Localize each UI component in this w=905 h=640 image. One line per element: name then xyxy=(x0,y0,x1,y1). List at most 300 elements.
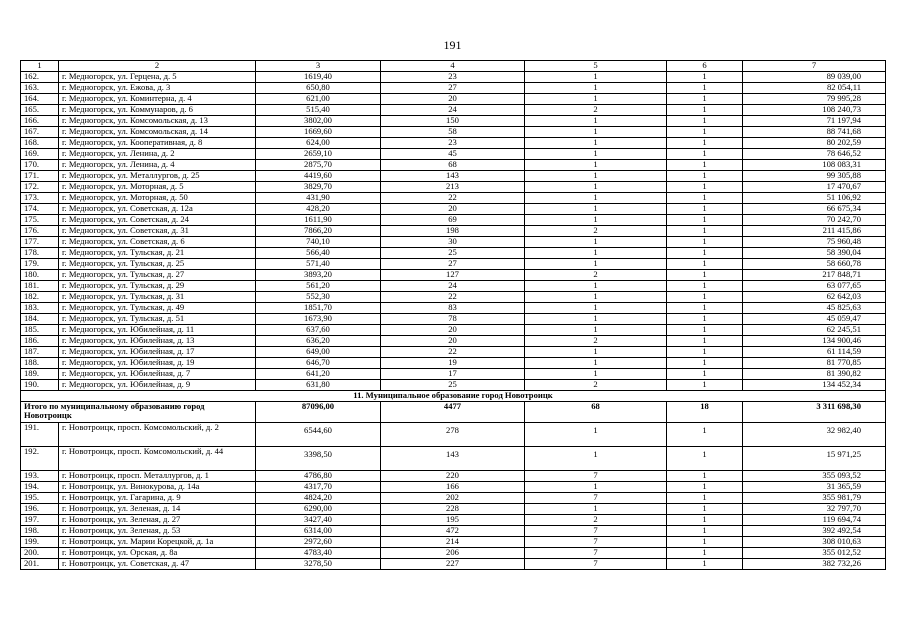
count-5-cell: 1 xyxy=(525,204,667,215)
count-6-cell: 1 xyxy=(667,160,743,171)
residents-cell: 195 xyxy=(381,515,525,526)
count-5-cell: 2 xyxy=(525,336,667,347)
area-cell: 2875,70 xyxy=(256,160,381,171)
address-cell: г. Медногорск, ул. Тульская, д. 21 xyxy=(59,248,256,259)
amount-cell: 62 642,03 xyxy=(743,292,886,303)
count-5-cell: 1 xyxy=(525,160,667,171)
amount-cell: 79 995,28 xyxy=(743,94,886,105)
count-6-cell: 1 xyxy=(667,193,743,204)
row-number-cell: 166. xyxy=(21,116,59,127)
count-5-cell: 1 xyxy=(525,171,667,182)
count-5-cell: 1 xyxy=(525,447,667,471)
count-5-cell: 2 xyxy=(525,105,667,116)
residents-cell: 166 xyxy=(381,482,525,493)
address-cell: г. Медногорск, ул. Советская, д. 31 xyxy=(59,226,256,237)
count-6-cell: 1 xyxy=(667,149,743,160)
count-5-cell: 1 xyxy=(525,358,667,369)
total-count-5: 68 xyxy=(525,402,667,423)
count-5-cell: 2 xyxy=(525,226,667,237)
table-row xyxy=(21,292,886,303)
table-row xyxy=(21,380,886,391)
residents-cell: 30 xyxy=(381,237,525,248)
count-5-cell: 7 xyxy=(525,559,667,570)
count-6-cell: 1 xyxy=(667,314,743,325)
residents-cell: 150 xyxy=(381,116,525,127)
table-row xyxy=(21,526,886,537)
residents-cell: 58 xyxy=(381,127,525,138)
table-row xyxy=(21,515,886,526)
count-6-cell: 1 xyxy=(667,171,743,182)
row-number-cell: 181. xyxy=(21,281,59,292)
count-6-cell: 1 xyxy=(667,380,743,391)
section-row xyxy=(21,391,886,402)
address-cell: г. Медногорск, ул. Ленина, д. 4 xyxy=(59,160,256,171)
row-number-cell: 173. xyxy=(21,193,59,204)
count-6-cell: 1 xyxy=(667,83,743,94)
amount-cell: 17 470,67 xyxy=(743,182,886,193)
area-cell: 2659,10 xyxy=(256,149,381,160)
address-cell: г. Медногорск, ул. Юбилейная, д. 9 xyxy=(59,380,256,391)
table-row xyxy=(21,336,886,347)
count-6-cell: 1 xyxy=(667,504,743,515)
count-6-cell: 1 xyxy=(667,182,743,193)
table-row xyxy=(21,215,886,226)
residents-cell: 198 xyxy=(381,226,525,237)
area-cell: 650,80 xyxy=(256,83,381,94)
row-number-cell: 192. xyxy=(21,447,59,471)
address-cell: г. Медногорск, ул. Моторная, д. 5 xyxy=(59,182,256,193)
row-number-cell: 164. xyxy=(21,94,59,105)
count-5-cell: 1 xyxy=(525,149,667,160)
address-cell: г. Медногорск, ул. Коммунаров, д. 6 xyxy=(59,105,256,116)
count-5-cell: 1 xyxy=(525,83,667,94)
residents-cell: 24 xyxy=(381,105,525,116)
total-count-6: 18 xyxy=(667,402,743,423)
area-cell: 3829,70 xyxy=(256,182,381,193)
row-number-cell: 165. xyxy=(21,105,59,116)
amount-cell: 32 797,70 xyxy=(743,504,886,515)
address-cell: г. Медногорск, ул. Юбилейная, д. 17 xyxy=(59,347,256,358)
table-row xyxy=(21,116,886,127)
count-5-cell: 1 xyxy=(525,504,667,515)
row-number-cell: 194. xyxy=(21,482,59,493)
row-number-cell: 172. xyxy=(21,182,59,193)
residents-cell: 83 xyxy=(381,303,525,314)
residents-cell: 17 xyxy=(381,369,525,380)
column-header: 7 xyxy=(743,61,886,72)
table-row xyxy=(21,149,886,160)
residents-cell: 22 xyxy=(381,347,525,358)
count-6-cell: 1 xyxy=(667,559,743,570)
address-cell: г. Медногорск, ул. Советская, д. 24 xyxy=(59,215,256,226)
row-number-cell: 171. xyxy=(21,171,59,182)
address-cell: г. Медногорск, ул. Кооперативная, д. 8 xyxy=(59,138,256,149)
row-number-cell: 167. xyxy=(21,127,59,138)
column-header: 2 xyxy=(59,61,256,72)
residents-cell: 143 xyxy=(381,447,525,471)
row-number-cell: 163. xyxy=(21,83,59,94)
residents-cell: 19 xyxy=(381,358,525,369)
row-number-cell: 179. xyxy=(21,259,59,270)
address-cell: г. Медногорск, ул. Юбилейная, д. 11 xyxy=(59,325,256,336)
area-cell: 571,40 xyxy=(256,259,381,270)
address-cell: г. Медногорск, ул. Тульская, д. 27 xyxy=(59,270,256,281)
count-5-cell: 1 xyxy=(525,193,667,204)
amount-cell: 355 012,52 xyxy=(743,548,886,559)
count-6-cell: 1 xyxy=(667,94,743,105)
area-cell: 636,20 xyxy=(256,336,381,347)
count-5-cell: 1 xyxy=(525,281,667,292)
count-6-cell: 1 xyxy=(667,292,743,303)
address-cell: г. Новотроицк, ул. Гагарина, д. 9 xyxy=(59,493,256,504)
table-row xyxy=(21,237,886,248)
area-cell: 4783,40 xyxy=(256,548,381,559)
row-number-cell: 198. xyxy=(21,526,59,537)
amount-cell: 308 010,63 xyxy=(743,537,886,548)
amount-cell: 134 452,34 xyxy=(743,380,886,391)
count-5-cell: 7 xyxy=(525,537,667,548)
area-cell: 428,20 xyxy=(256,204,381,215)
area-cell: 6290,00 xyxy=(256,504,381,515)
amount-cell: 382 732,26 xyxy=(743,559,886,570)
header-row xyxy=(21,61,886,72)
count-6-cell: 1 xyxy=(667,336,743,347)
area-cell: 7866,20 xyxy=(256,226,381,237)
address-cell: г. Медногорск, ул. Комсомольская, д. 13 xyxy=(59,116,256,127)
amount-cell: 61 114,59 xyxy=(743,347,886,358)
table-row xyxy=(21,182,886,193)
count-5-cell: 1 xyxy=(525,215,667,226)
table-row xyxy=(21,94,886,105)
count-6-cell: 1 xyxy=(667,204,743,215)
area-cell: 641,20 xyxy=(256,369,381,380)
amount-cell: 70 242,70 xyxy=(743,215,886,226)
count-5-cell: 7 xyxy=(525,526,667,537)
amount-cell: 58 390,04 xyxy=(743,248,886,259)
count-5-cell: 1 xyxy=(525,482,667,493)
amount-cell: 211 415,86 xyxy=(743,226,886,237)
table-row xyxy=(21,314,886,325)
residents-cell: 220 xyxy=(381,471,525,482)
table-row xyxy=(21,281,886,292)
area-cell: 431,90 xyxy=(256,193,381,204)
address-cell: г. Медногорск, ул. Коминтерна, д. 4 xyxy=(59,94,256,105)
address-cell: г. Новотроицк, ул. Советская, д. 47 xyxy=(59,559,256,570)
area-cell: 4317,70 xyxy=(256,482,381,493)
count-5-cell: 1 xyxy=(525,325,667,336)
area-cell: 566,40 xyxy=(256,248,381,259)
address-cell: г. Медногорск, ул. Тульская, д. 29 xyxy=(59,281,256,292)
address-cell: г. Новотроицк, ул. Винокурова, д. 14а xyxy=(59,482,256,493)
residents-cell: 20 xyxy=(381,204,525,215)
table-row xyxy=(21,72,886,83)
area-cell: 1673,90 xyxy=(256,314,381,325)
table-row xyxy=(21,138,886,149)
amount-cell: 355 093,52 xyxy=(743,471,886,482)
residents-cell: 227 xyxy=(381,559,525,570)
address-cell: г. Новотроицк, ул. Орская, д. 8а xyxy=(59,548,256,559)
row-number-cell: 185. xyxy=(21,325,59,336)
address-cell: г. Медногорск, ул. Юбилейная, д. 7 xyxy=(59,369,256,380)
table-row xyxy=(21,325,886,336)
column-header: 3 xyxy=(256,61,381,72)
total-amount: 3 311 698,30 xyxy=(743,402,886,423)
count-5-cell: 1 xyxy=(525,94,667,105)
residents-cell: 214 xyxy=(381,537,525,548)
address-cell: г. Новотроицк, ул. Марии Корецкой, д. 1а xyxy=(59,537,256,548)
area-cell: 552,30 xyxy=(256,292,381,303)
residents-cell: 24 xyxy=(381,281,525,292)
column-header: 6 xyxy=(667,61,743,72)
area-cell: 1611,90 xyxy=(256,215,381,226)
table-row xyxy=(21,358,886,369)
area-cell: 3802,00 xyxy=(256,116,381,127)
row-number-cell: 178. xyxy=(21,248,59,259)
amount-cell: 81 390,82 xyxy=(743,369,886,380)
amount-cell: 89 039,00 xyxy=(743,72,886,83)
row-number-cell: 193. xyxy=(21,471,59,482)
count-6-cell: 1 xyxy=(667,471,743,482)
area-cell: 1669,60 xyxy=(256,127,381,138)
amount-cell: 75 960,48 xyxy=(743,237,886,248)
count-5-cell: 1 xyxy=(525,259,667,270)
count-6-cell: 1 xyxy=(667,537,743,548)
table-row xyxy=(21,423,886,447)
table-row xyxy=(21,559,886,570)
count-5-cell: 1 xyxy=(525,347,667,358)
residents-cell: 69 xyxy=(381,215,525,226)
address-cell: г. Медногорск, ул. Советская, д. 12а xyxy=(59,204,256,215)
residents-cell: 27 xyxy=(381,83,525,94)
count-6-cell: 1 xyxy=(667,423,743,447)
amount-cell: 45 059,47 xyxy=(743,314,886,325)
table-row xyxy=(21,471,886,482)
area-cell: 561,20 xyxy=(256,281,381,292)
amount-cell: 63 077,65 xyxy=(743,281,886,292)
area-cell: 3398,50 xyxy=(256,447,381,471)
amount-cell: 134 900,46 xyxy=(743,336,886,347)
residents-cell: 228 xyxy=(381,504,525,515)
residents-cell: 472 xyxy=(381,526,525,537)
count-5-cell: 7 xyxy=(525,548,667,559)
area-cell: 1851,70 xyxy=(256,303,381,314)
area-cell: 3427,40 xyxy=(256,515,381,526)
address-cell: г. Новотроицк, просп. Комсомольский, д. 2 xyxy=(59,423,256,447)
residents-cell: 78 xyxy=(381,314,525,325)
address-cell: г. Медногорск, ул. Советская, д. 6 xyxy=(59,237,256,248)
count-5-cell: 1 xyxy=(525,127,667,138)
area-cell: 6314,00 xyxy=(256,526,381,537)
count-5-cell: 2 xyxy=(525,270,667,281)
column-header: 1 xyxy=(21,61,59,72)
count-5-cell: 1 xyxy=(525,303,667,314)
amount-cell: 51 106,92 xyxy=(743,193,886,204)
residents-cell: 127 xyxy=(381,270,525,281)
residents-cell: 22 xyxy=(381,292,525,303)
amount-cell: 45 825,63 xyxy=(743,303,886,314)
count-5-cell: 1 xyxy=(525,314,667,325)
address-cell: г. Новотроицк, ул. Зеленая, д. 53 xyxy=(59,526,256,537)
table-row xyxy=(21,548,886,559)
area-cell: 2972,60 xyxy=(256,537,381,548)
amount-cell: 88 741,68 xyxy=(743,127,886,138)
total-row xyxy=(21,402,886,423)
area-cell: 1619,40 xyxy=(256,72,381,83)
table-row xyxy=(21,504,886,515)
row-number-cell: 196. xyxy=(21,504,59,515)
residents-cell: 20 xyxy=(381,94,525,105)
table-row xyxy=(21,171,886,182)
residents-cell: 143 xyxy=(381,171,525,182)
table-row xyxy=(21,482,886,493)
table-row xyxy=(21,493,886,504)
amount-cell: 355 981,79 xyxy=(743,493,886,504)
amount-cell: 217 848,71 xyxy=(743,270,886,281)
table-row xyxy=(21,193,886,204)
total-label: Итого по муниципальному образованию город Новотроицк xyxy=(21,402,256,423)
row-number-cell: 176. xyxy=(21,226,59,237)
table-row xyxy=(21,303,886,314)
area-cell: 515,40 xyxy=(256,105,381,116)
row-number-cell: 182. xyxy=(21,292,59,303)
residents-cell: 45 xyxy=(381,149,525,160)
residents-cell: 278 xyxy=(381,423,525,447)
count-5-cell: 1 xyxy=(525,116,667,127)
row-number-cell: 174. xyxy=(21,204,59,215)
row-number-cell: 169. xyxy=(21,149,59,160)
count-6-cell: 1 xyxy=(667,482,743,493)
area-cell: 631,80 xyxy=(256,380,381,391)
address-cell: г. Медногорск, ул. Юбилейная, д. 13 xyxy=(59,336,256,347)
area-cell: 624,00 xyxy=(256,138,381,149)
amount-cell: 119 694,74 xyxy=(743,515,886,526)
area-cell: 4786,80 xyxy=(256,471,381,482)
total-residents: 4477 xyxy=(381,402,525,423)
count-5-cell: 1 xyxy=(525,369,667,380)
count-6-cell: 1 xyxy=(667,127,743,138)
table-row xyxy=(21,83,886,94)
address-cell: г. Медногорск, ул. Тульская, д. 31 xyxy=(59,292,256,303)
row-number-cell: 187. xyxy=(21,347,59,358)
amount-cell: 392 492,54 xyxy=(743,526,886,537)
area-cell: 637,60 xyxy=(256,325,381,336)
row-number-cell: 188. xyxy=(21,358,59,369)
row-number-cell: 190. xyxy=(21,380,59,391)
column-header: 4 xyxy=(381,61,525,72)
count-6-cell: 1 xyxy=(667,138,743,149)
amount-cell: 81 770,85 xyxy=(743,358,886,369)
amount-cell: 78 646,52 xyxy=(743,149,886,160)
count-5-cell: 1 xyxy=(525,423,667,447)
row-number-cell: 200. xyxy=(21,548,59,559)
address-cell: г. Медногорск, ул. Тульская, д. 49 xyxy=(59,303,256,314)
area-cell: 646,70 xyxy=(256,358,381,369)
count-6-cell: 1 xyxy=(667,548,743,559)
page-number: 191 xyxy=(443,38,462,52)
residents-cell: 68 xyxy=(381,160,525,171)
table-row xyxy=(21,105,886,116)
residents-cell: 22 xyxy=(381,193,525,204)
row-number-cell: 189. xyxy=(21,369,59,380)
table-row xyxy=(21,204,886,215)
address-cell: г. Медногорск, ул. Герцена, д. 5 xyxy=(59,72,256,83)
row-number-cell: 197. xyxy=(21,515,59,526)
count-6-cell: 1 xyxy=(667,493,743,504)
row-number-cell: 191. xyxy=(21,423,59,447)
count-6-cell: 1 xyxy=(667,515,743,526)
amount-cell: 82 054,11 xyxy=(743,83,886,94)
residents-cell: 20 xyxy=(381,325,525,336)
count-6-cell: 1 xyxy=(667,447,743,471)
table-row xyxy=(21,259,886,270)
residents-cell: 25 xyxy=(381,248,525,259)
count-6-cell: 1 xyxy=(667,270,743,281)
row-number-cell: 168. xyxy=(21,138,59,149)
address-cell: г. Медногорск, ул. Комсомольская, д. 14 xyxy=(59,127,256,138)
residents-cell: 202 xyxy=(381,493,525,504)
count-6-cell: 1 xyxy=(667,105,743,116)
amount-cell: 99 305,88 xyxy=(743,171,886,182)
count-6-cell: 1 xyxy=(667,347,743,358)
residents-cell: 23 xyxy=(381,138,525,149)
row-number-cell: 175. xyxy=(21,215,59,226)
count-6-cell: 1 xyxy=(667,281,743,292)
address-cell: г. Медногорск, ул. Тульская, д. 25 xyxy=(59,259,256,270)
table-row xyxy=(21,248,886,259)
area-cell: 649,00 xyxy=(256,347,381,358)
amount-cell: 108 083,31 xyxy=(743,160,886,171)
row-number-cell: 186. xyxy=(21,336,59,347)
residents-cell: 25 xyxy=(381,380,525,391)
count-5-cell: 1 xyxy=(525,248,667,259)
count-6-cell: 1 xyxy=(667,248,743,259)
row-number-cell: 184. xyxy=(21,314,59,325)
row-number-cell: 170. xyxy=(21,160,59,171)
count-6-cell: 1 xyxy=(667,325,743,336)
table-row xyxy=(21,347,886,358)
residents-cell: 206 xyxy=(381,548,525,559)
amount-cell: 15 971,25 xyxy=(743,447,886,471)
address-cell: г. Медногорск, ул. Моторная, д. 50 xyxy=(59,193,256,204)
area-cell: 621,00 xyxy=(256,94,381,105)
count-6-cell: 1 xyxy=(667,303,743,314)
column-header: 5 xyxy=(525,61,667,72)
amount-cell: 62 245,51 xyxy=(743,325,886,336)
count-5-cell: 7 xyxy=(525,493,667,504)
amount-cell: 80 202,59 xyxy=(743,138,886,149)
address-cell: г. Новотроицк, просп. Комсомольский, д. 44 xyxy=(59,447,256,471)
count-6-cell: 1 xyxy=(667,358,743,369)
area-cell: 740,10 xyxy=(256,237,381,248)
row-number-cell: 195. xyxy=(21,493,59,504)
address-cell: г. Медногорск, ул. Юбилейная, д. 19 xyxy=(59,358,256,369)
table-row xyxy=(21,226,886,237)
area-cell: 6544,60 xyxy=(256,423,381,447)
count-6-cell: 1 xyxy=(667,369,743,380)
count-5-cell: 1 xyxy=(525,292,667,303)
address-cell: г. Медногорск, ул. Металлургов, д. 25 xyxy=(59,171,256,182)
area-cell: 4419,60 xyxy=(256,171,381,182)
residents-cell: 213 xyxy=(381,182,525,193)
amount-cell: 108 240,73 xyxy=(743,105,886,116)
count-6-cell: 1 xyxy=(667,259,743,270)
table-row xyxy=(21,369,886,380)
section-title: 11. Муниципальное образование город Новотроицк xyxy=(21,391,886,402)
data-table xyxy=(20,60,886,570)
table-row xyxy=(21,537,886,548)
address-cell: г. Новотроицк, ул. Зеленая, д. 27 xyxy=(59,515,256,526)
row-number-cell: 162. xyxy=(21,72,59,83)
